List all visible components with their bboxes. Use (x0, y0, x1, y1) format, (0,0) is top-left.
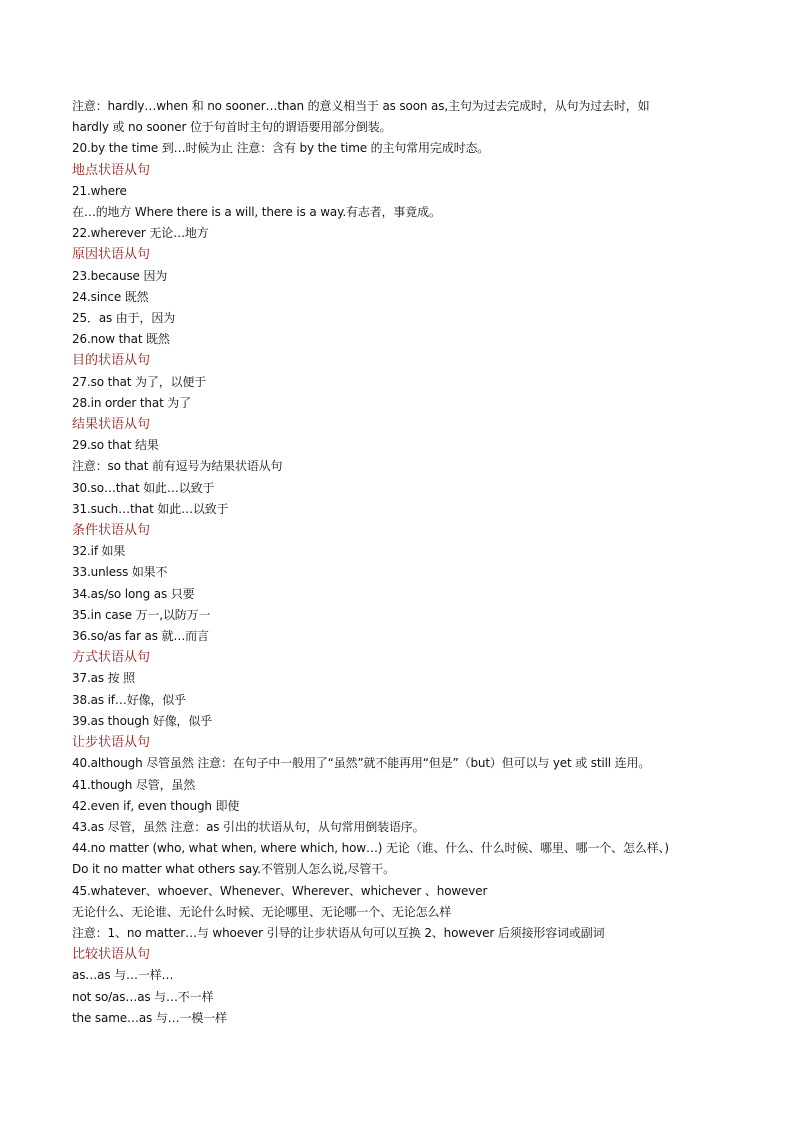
text-line: 30.so…that 如此…以致于 (72, 480, 215, 495)
text-line: 34.as/so long as 只要 (72, 586, 195, 601)
text-line: 28.in order that 为了 (72, 395, 191, 410)
text-line: 20.by the time 到…时候为止 注意：含有 by the time 的主句常用完成时态。 (72, 141, 490, 156)
text-line: 27.so that 为了，以便于 (72, 374, 207, 389)
text-line: 43.as 尽管，虽然 注意：as 引出的状语从句，从句常用倒装语序。 (72, 819, 425, 834)
text-line: 32.if 如果 (72, 544, 126, 559)
text-line: 37.as 按 照 (72, 671, 135, 686)
text-line: 注意：hardly…when 和 no sooner…than 的意义相当于 as soon as,主句为过去完成时，从句为过去时，如 (72, 99, 650, 113)
section-heading: 结果状语从句 (72, 417, 151, 433)
section-heading: 比较状语从句 (72, 947, 151, 963)
text-line: 33.unless 如果不 (72, 565, 168, 580)
section-heading: 条件状语从句 (72, 523, 151, 539)
text-line: hardly 或 no sooner 位于句首时主句的谓语要用部分倒装。 (72, 120, 392, 135)
section-heading: 地点状语从句 (72, 162, 151, 178)
text-line: 42.even if, even though 即使 (72, 798, 240, 813)
text-line: 44.no matter (who, what when, where which, how…) 无论（谁、什么、什么时候、哪里、哪一个、怎么样、) (72, 841, 669, 856)
text-line: 38.as if…好像，似乎 (72, 692, 186, 707)
text-line: 21.where (72, 183, 127, 198)
text-line: 40.although 尽管虽然 注意：在句子中一般用了“虽然”就不能再用“但是”（but）但可以与 yet 或 still 连用。 (72, 756, 651, 771)
text-line: 在…的地方 Where there is a will, there is a way.有志者，事竟成。 (72, 205, 441, 220)
text-line: 25．as 由于，因为 (72, 311, 176, 326)
section-heading: 方式状语从句 (72, 650, 151, 666)
section-heading: 目的状语从句 (72, 353, 151, 369)
text-line: 31.such…that 如此…以致于 (72, 501, 229, 516)
text-line: 35.in case 万一,以防万一 (72, 607, 211, 622)
text-line: 注意：so that 前有逗号为结果状语从句 (72, 459, 283, 474)
text-line: not so/as…as 与…不一样 (72, 989, 214, 1004)
section-heading: 让步状语从句 (72, 735, 151, 751)
text-line: 45.whatever、whoever、Whenever、Wherever、whichever 、however (72, 883, 488, 898)
section-heading: 原因状语从句 (72, 247, 151, 263)
text-line: 29.so that 结果 (72, 438, 159, 453)
text-line: 26.now that 既然 (72, 332, 170, 347)
text-line: 23.because 因为 (72, 268, 168, 283)
text-line: 24.since 既然 (72, 289, 149, 304)
text-line: Do it no matter what others say.不管别人怎么说,尽管干。 (72, 862, 395, 877)
text-line: 无论什么、无论谁、无论什么时候、无论哪里、无论哪一个、无论怎么样 (72, 904, 452, 919)
text-line: 41.though 尽管，虽然 (72, 777, 196, 792)
text-line: 39.as though 好像，似乎 (72, 713, 213, 728)
text-line: 注意：1、no matter…与 whoever 引导的让步状语从句可以互换 2、however 后须接形容词或副词 (72, 925, 605, 940)
text-line: the same…as 与…一模一样 (72, 1010, 227, 1025)
text-line: 36.so/as far as 就…而言 (72, 629, 209, 644)
text-line: 22.wherever 无论…地方 (72, 226, 209, 241)
text-line: as…as 与…一样… (72, 968, 174, 983)
document-page (72, 96, 722, 1029)
